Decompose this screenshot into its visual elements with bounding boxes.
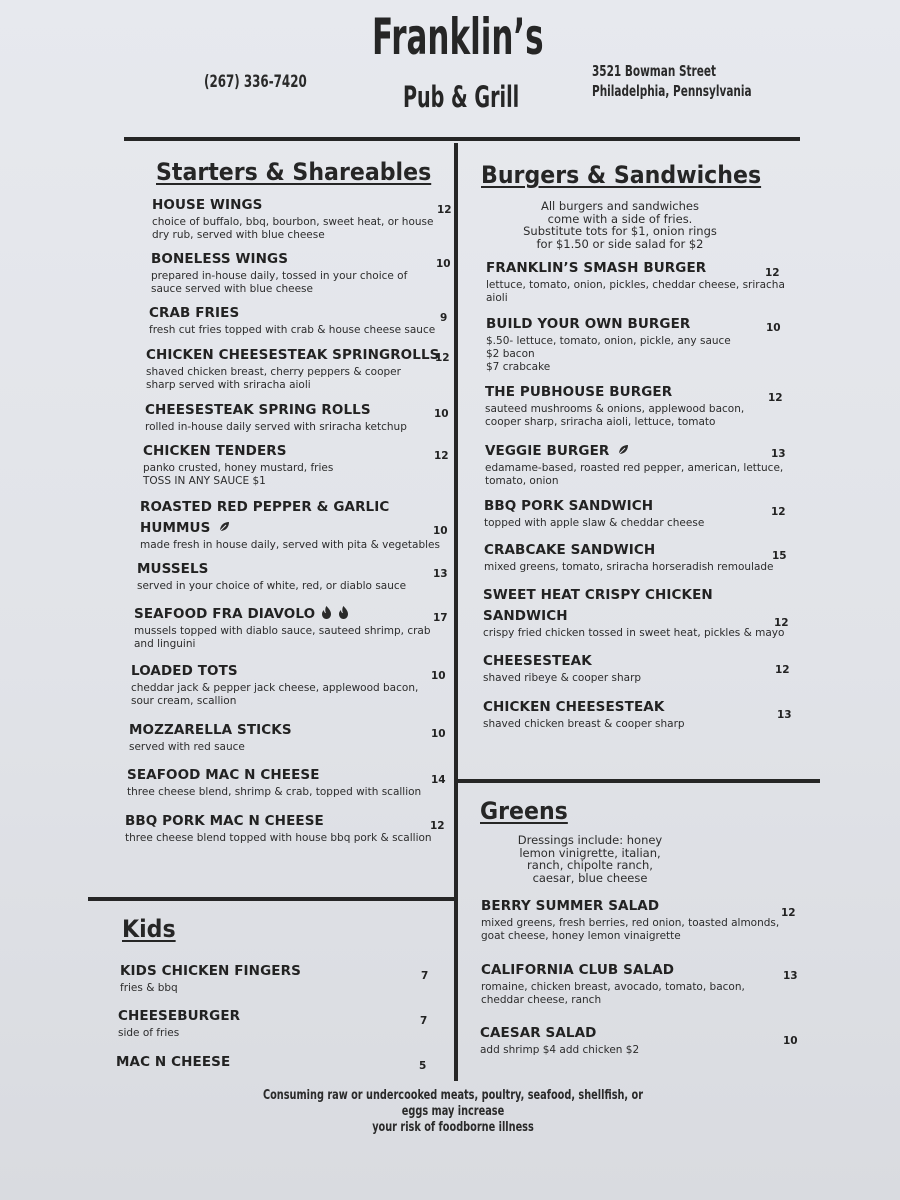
item-price: 12 <box>437 204 452 216</box>
vegetarian-leaf-icon <box>617 444 629 456</box>
item-price: 13 <box>783 970 798 982</box>
burgers-note: All burgers and sandwiches come with a side of fries. Substitute tots for $1, onion rings for $1.50 or side salad for $2 <box>523 199 717 251</box>
menu-item: BERRY SUMMER SALAD mixed greens, fresh berries, red onion, toasted almonds, goat cheese, honey lemon vinaigrette <box>481 898 780 942</box>
menu-item: CRABCAKE SANDWICH mixed greens, tomato, sriracha horseradish remoulade <box>484 542 774 573</box>
menu-item: CHEESEBURGER side of fries <box>118 1008 241 1039</box>
item-price: 12 <box>771 506 786 518</box>
burgers-heading: Burgers & Sandwiches <box>481 161 762 189</box>
menu-item: FRANKLIN’S SMASH BURGER lettuce, tomato, onion, pickles, cheddar cheese, sriracha aioli <box>486 260 785 304</box>
menu-item: CRAB FRIES fresh cut fries topped with crab & house cheese sauce <box>149 305 436 336</box>
item-price: 10 <box>431 728 446 740</box>
menu-item: CALIFORNIA CLUB SALAD romaine, chicken breast, avocado, tomato, bacon, cheddar cheese, ranch <box>481 962 745 1006</box>
item-price: 9 <box>440 312 448 324</box>
menu-item: THE PUBHOUSE BURGER sauteed mushrooms & onions, applewood bacon, cooper sharp, sriracha aioli, lettuce, tomato <box>485 384 745 428</box>
menu-item: MAC N CHEESE <box>116 1054 231 1070</box>
dressings-note: Dressings include: honey lemon vinigrette, italian, ranch, chipolte ranch, caesar, blue cheese <box>517 833 663 885</box>
menu-item: HOUSE WINGS choice of buffalo, bbq, bourbon, sweet heat, or house dry rub, served with blue cheese <box>152 197 434 241</box>
item-price: 10 <box>434 408 449 420</box>
menu-item: CHICKEN TENDERS panko crusted, honey mustard, fries TOSS IN ANY SAUCE $1 <box>143 443 334 487</box>
kids-heading: Kids <box>122 915 176 943</box>
phone-number: (267) 336-7420 <box>204 72 307 92</box>
item-price: 10 <box>431 670 446 682</box>
restaurant-name: Franklin’s <box>372 8 544 66</box>
menu-item: MUSSELS served in your choice of white, red, or diablo sauce <box>137 561 407 592</box>
restaurant-subtitle: Pub & Grill <box>403 80 520 114</box>
menu-item: BBQ PORK MAC N CHEESE three cheese blend topped with house bbq pork & scallion <box>125 813 432 844</box>
menu-item: CHICKEN CHEESESTEAK shaved chicken breast & cooper sharp <box>483 699 685 730</box>
menu-item: SEAFOOD MAC N CHEESE three cheese blend, shrimp & crab, topped with scallion <box>127 767 422 798</box>
item-price: 13 <box>433 568 448 580</box>
item-price: 12 <box>775 664 790 676</box>
item-price: 7 <box>421 970 429 982</box>
spicy-flame-icon <box>338 606 349 619</box>
address-street: 3521 Bowman Street <box>592 62 716 80</box>
spicy-flame-icon <box>321 606 332 619</box>
item-price: 12 <box>765 267 780 279</box>
menu-item: CHEESESTEAK shaved ribeye & cooper sharp <box>483 653 642 684</box>
vegetarian-leaf-icon <box>218 521 230 533</box>
menu-item: CAESAR SALAD add shrimp $4 add chicken $2 <box>480 1025 640 1056</box>
menu-item: BUILD YOUR OWN BURGER $.50- lettuce, tomato, onion, pickle, any sauce $2 bacon $7 crabcake <box>486 316 731 373</box>
menu-item: CHICKEN CHEESESTEAK SPRINGROLLS shaved chicken breast, cherry peppers & cooper sharp served with sriracha aioli <box>146 347 440 391</box>
greens-heading: Greens <box>480 797 568 825</box>
food-safety-disclaimer: Consuming raw or undercooked meats, poultry, seafood, shellfish, or eggs may increase your risk of foodborne illness <box>262 1088 644 1135</box>
address-city: Philadelphia, Pennsylvania <box>592 82 752 100</box>
item-price: 10 <box>766 322 781 334</box>
item-price: 12 <box>768 392 783 404</box>
item-price: 13 <box>777 709 792 721</box>
item-price: 13 <box>771 448 786 460</box>
menu-item: ROASTED RED PEPPER & GARLIC HUMMUS made fresh in house daily, served with pita & vegetables <box>140 499 440 551</box>
item-price: 10 <box>783 1035 798 1047</box>
menu-item: SWEET HEAT CRISPY CHICKEN SANDWICH crispy fried chicken tossed in sweet heat, pickles & mayo <box>483 587 785 639</box>
item-price: 12 <box>774 617 789 629</box>
starters-heading: Starters & Shareables <box>156 158 432 186</box>
item-price: 17 <box>433 612 448 624</box>
menu-item: SEAFOOD FRA DIAVOLO mussels topped with diablo sauce, sauteed shrimp, crab and linguini <box>134 606 431 650</box>
menu-item: LOADED TOTS cheddar jack & pepper jack cheese, applewood bacon, sour cream, scallion <box>131 663 419 707</box>
item-price: 12 <box>430 820 445 832</box>
item-price: 7 <box>420 1015 428 1027</box>
menu-item: KIDS CHICKEN FINGERS fries & bbq <box>120 963 301 994</box>
top-divider <box>124 137 800 141</box>
menu-item: VEGGIE BURGER edamame-based, roasted red pepper, american, lettuce, tomato, onion <box>485 443 784 487</box>
greens-divider <box>458 779 820 783</box>
item-price: 5 <box>419 1060 427 1072</box>
kids-divider <box>88 897 454 901</box>
item-price: 12 <box>781 907 796 919</box>
menu-item: BONELESS WINGS prepared in-house daily, tossed in your choice of sauce served with blue cheese <box>151 251 408 295</box>
item-price: 12 <box>434 450 449 462</box>
menu-item: MOZZARELLA STICKS served with red sauce <box>129 722 292 753</box>
menu-item: CHEESESTEAK SPRING ROLLS rolled in-house daily served with sriracha ketchup <box>145 402 407 433</box>
item-price: 15 <box>772 550 787 562</box>
item-price: 14 <box>431 774 446 786</box>
item-price: 10 <box>433 525 448 537</box>
item-price: 12 <box>435 352 450 364</box>
item-price: 10 <box>436 258 451 270</box>
menu-item: BBQ PORK SANDWICH topped with apple slaw & cheddar cheese <box>484 498 705 529</box>
